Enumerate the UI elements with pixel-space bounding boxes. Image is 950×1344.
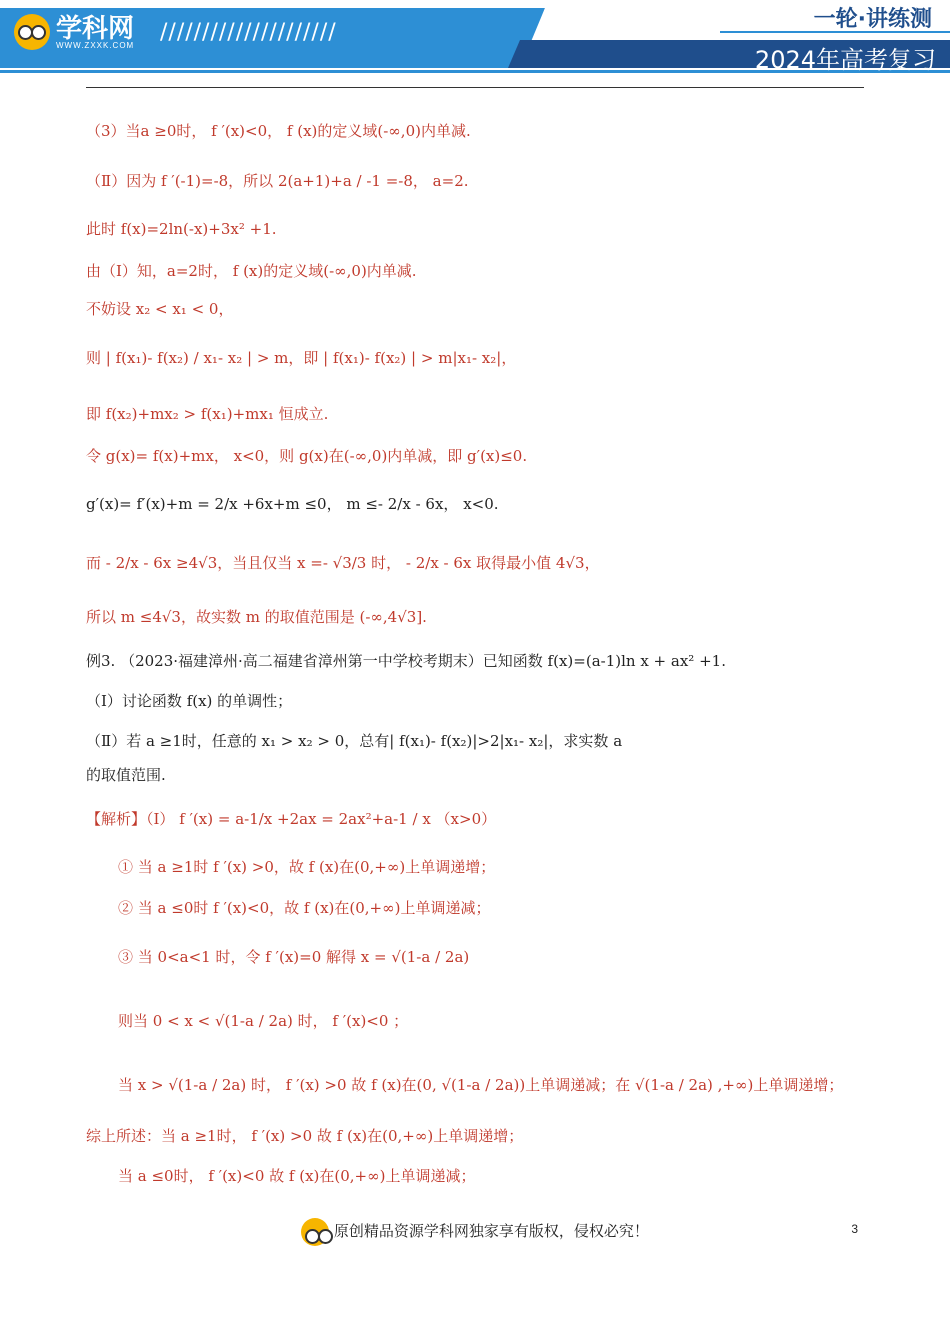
- text-line-9: g′(x)= f′(x)+m = 2/x +6x+m ≤0， m ≤- 2/x - 6x， x<0.: [86, 495, 499, 513]
- page-footer: [0, 1218, 950, 1246]
- text-line-18: ② 当 a ≤0时 f ′(x)<0，故 f (x)在(0,+∞)上单调递减；: [118, 899, 491, 917]
- text-line-4: 由（Ⅰ）知，a=2时， f (x)的定义域(-∞,0)内单减.: [86, 262, 417, 280]
- header-rule: [86, 87, 864, 88]
- text-line-16: 【解析】（Ⅰ） f ′(x) = a-1/x +2ax = 2ax²+a-1 / x （x>0）: [86, 810, 497, 828]
- logo-url: WWW.ZXXK.COM: [56, 40, 135, 50]
- series-title: 一轮·讲练测: [813, 7, 932, 32]
- header-decoration: /////////////////////: [160, 20, 337, 45]
- text-line-13: （Ⅰ）讨论函数 f(x) 的单调性；: [86, 692, 293, 710]
- text-line-2: （Ⅱ）因为 f ′(-1)=-8，所以 2(a+1)+a / -1 =-8， a=2.: [86, 172, 469, 190]
- text-line-5: 不妨设 x₂ < x₁ < 0，: [86, 300, 234, 318]
- text-line-17: ① 当 a ≥1时 f ′(x) >0，故 f (x)在(0,+∞)上单调递增；: [118, 858, 496, 876]
- page-number: 3: [851, 1222, 858, 1236]
- page-header: [0, 0, 950, 80]
- text-line-3: 此时 f(x)=2ln(-x)+3x² +1.: [86, 220, 277, 238]
- owl-logo-icon: [14, 14, 50, 50]
- text-line-8: 令 g(x)= f(x)+mx， x<0，则 g(x)在(-∞,0)内单减，即 g′(x)≤0.: [86, 447, 528, 465]
- text-line-1: （3）当a ≥0时， f ′(x)<0， f (x)的定义域(-∞,0)内单减.: [86, 122, 471, 140]
- text-line-14: （Ⅱ）若 a ≥1时，任意的 x₁ > x₂ > 0，总有| f(x₁)- f(x₂)|>2|x₁- x₂|，求实数 a: [86, 732, 623, 750]
- text-line-20: 则当 0 < x < √(1-a / 2a) 时， f ′(x)<0 ；: [118, 1012, 409, 1030]
- text-line-10: 而 - 2/x - 6x ≥4√3，当且仅当 x =- √3/3 时， - 2/x - 6x 取得最小值 4√3，: [86, 554, 600, 572]
- text-line-12: 例3. （2023·福建漳州·高二福建省漳州第一中学校考期末）已知函数 f(x)=(a-1)ln x + ax² +1.: [86, 652, 726, 670]
- copyright-notice: 原创精品资源学科网独家享有版权，侵权必究！: [333, 1222, 649, 1240]
- text-line-22: 综上所述：当 a ≥1时， f ′(x) >0 故 f (x)在(0,+∞)上单调递增；: [86, 1127, 524, 1145]
- year-title: 2024年高考复习: [754, 46, 936, 74]
- logo-text: 学科网: [56, 12, 135, 43]
- text-line-7: 即 f(x₂)+mx₂ > f(x₁)+mx₁ 恒成立.: [86, 405, 329, 423]
- footer-owl-icon: [301, 1218, 329, 1246]
- text-line-6: 则 | f(x₁)- f(x₂) / x₁- x₂ | > m，即 | f(x₁)- f(x₂) | > m|x₁- x₂|，: [86, 349, 517, 367]
- text-line-21: 当 x > √(1-a / 2a) 时， f ′(x) >0 故 f (x)在(0, √(1-a / 2a))上单调递减；在 √(1-a / 2a) ,+∞)上单调递增；: [118, 1076, 844, 1094]
- text-line-23: 当 a ≤0时， f ′(x)<0 故 f (x)在(0,+∞)上单调递减；: [118, 1167, 476, 1185]
- text-line-15: 的取值范围.: [86, 766, 166, 784]
- site-logo[interactable]: [14, 14, 134, 50]
- text-line-19: ③ 当 0<a<1 时，令 f ′(x)=0 解得 x = √(1-a / 2a): [118, 948, 470, 966]
- text-line-11: 所以 m ≤4√3，故实数 m 的取值范围是 (-∞,4√3].: [86, 608, 427, 626]
